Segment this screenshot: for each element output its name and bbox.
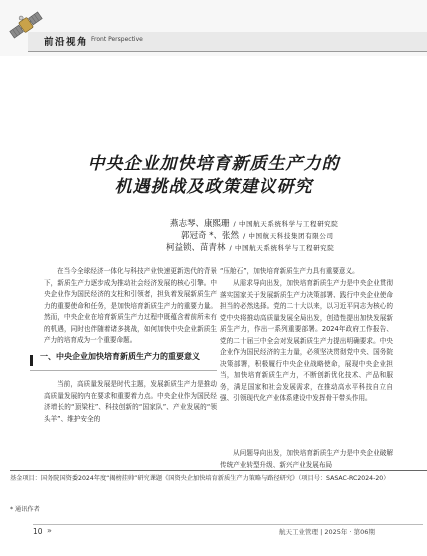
abstract-paragraph: 在当今全球经济一体化与科技产业快速更新迭代的背景下，新质生产力逐步成为推动社会经济发展的核心引擎。中央企业作为国民经济的支柱和引领者，担负着发展新质生产力的重要使命和任务，是加快培育新质生产力的重要力量。然而，中央企业在培育新质生产力过程中既蕴含着前所未有的机遇，同时也伴随着诸多挑战，如何加快中央企业新质生产力的培育成为一个重要命题。 <box>44 267 217 344</box>
author-line <box>166 241 334 253</box>
author-line <box>170 217 338 229</box>
heading-divider <box>30 370 217 371</box>
author-line <box>181 229 334 241</box>
section-label-english: Front Perspective <box>91 36 143 43</box>
author-names: 柯益锁、苗青林 <box>166 243 226 253</box>
section-heading: 一、中央企业加快培育新质生产力的重要意义 <box>40 352 200 361</box>
body-paragraph: 从需求导向出发，加快培育新质生产力是中央企业贯彻落实国家关于发展新质生产力决策部署、践行中央企业使命担当的必然选择。党的二十大以来，以习近平同志为核心的党中央将推动高质量发展全局出发，创造性提出加快发展新质生产力，作出一系列重要部署。2024年政府工作报告、党的二十届三中全会对发展新质生产力提出明确要求。中央企业作为国民经济的主力量，必须坚决贯彻党中央、国务院决策部署，积极履行中央企业战略使命，展现中央企业担当，加快培育新质生产力，不断创新优化技术、产品和服务，满足国家和社会发展需求，在推动高水平科技自立自强、引领现代化产业体系建设中发挥骨干带头作用。 <box>220 279 393 402</box>
article-title-line-2: 机遇挑战及政策建议研究 <box>114 177 313 197</box>
satellite-icon <box>6 5 46 45</box>
author-affiliation: / 中国航天科技集团有限公司 <box>242 232 334 240</box>
footer-divider <box>33 524 423 525</box>
article-title-line-1: 中央企业加快培育新质生产力的 <box>87 154 340 174</box>
body-paragraph: “压舱石”，加快培育新质生产力具有重要意义。 <box>220 267 359 275</box>
journal-info: 航天工业管理 | 2025年 · 第06期 <box>279 528 375 536</box>
author-affiliation: / 中国航天系统科学与工程研究院 <box>233 220 339 228</box>
body-paragraph: 从问题导向出发，加快培育新质生产力是中央企业破解传统产业转型升级、新兴产业发展布局 <box>220 449 393 469</box>
author-names: 燕志琴、康熙珊 <box>170 219 230 229</box>
footnote-divider <box>10 470 427 471</box>
author-names: 郭冠奇 *、张然 <box>181 231 239 241</box>
corresponding-author-note: * 通讯作者 <box>10 506 40 513</box>
section-label: 前沿视角 <box>44 37 89 48</box>
heading-marker <box>30 355 33 366</box>
author-affiliation: / 中国航天系统科学与工程研究院 <box>229 244 335 252</box>
double-arrow-icon: » <box>47 526 52 535</box>
page-number: 10 <box>33 527 43 536</box>
funding-note: 基金项目：国务院国资委2024年度“揭榜挂帅”研究课题《国资央企加快培育新质生产力策略与路径研究》（项目号：SASAC-RC2024-20） <box>10 475 390 482</box>
header-divider <box>28 51 427 52</box>
body-paragraph: 当前，高质量发展是时代主题，发展新质生产力是推动高质量发展的内在要求和重要着力点。中央企业作为国民经济增长的“顶梁柱”、科技创新的“国家队”、产业发展的“领头羊”、维护安全的 <box>44 380 217 423</box>
